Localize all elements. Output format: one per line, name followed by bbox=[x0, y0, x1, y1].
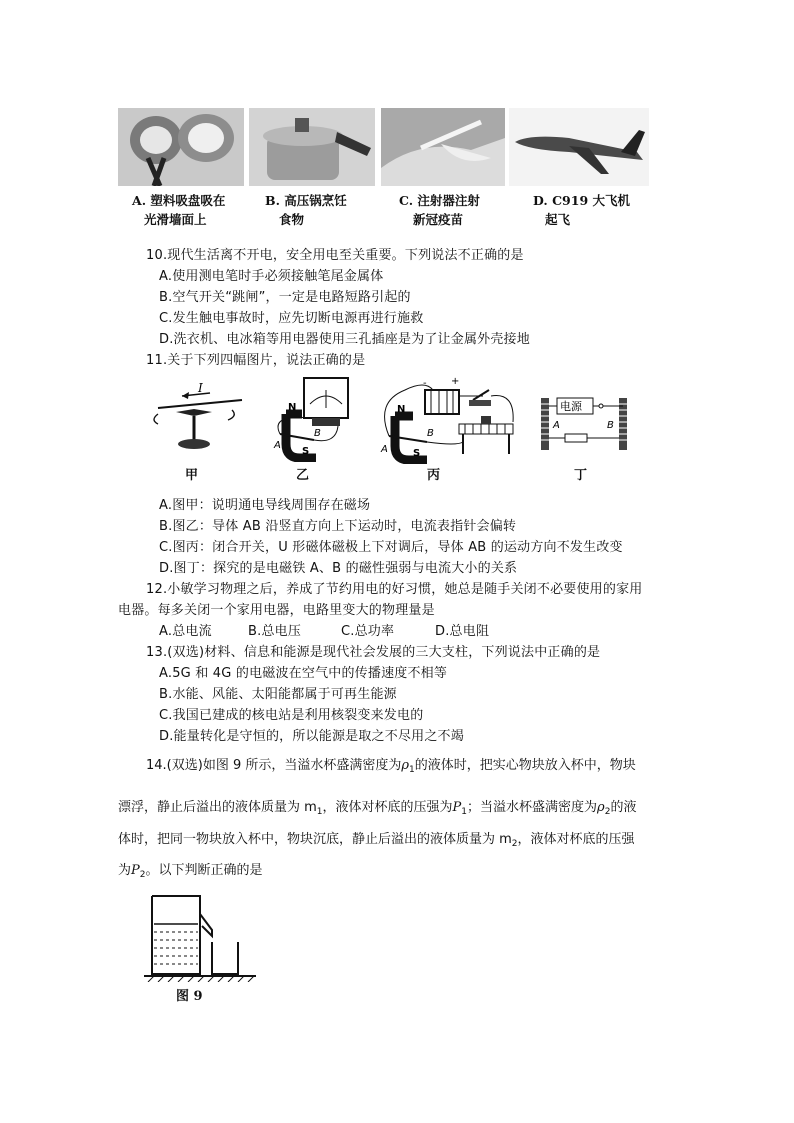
q13-option-a: A.5G 和 4G 的电磁波在空气中的传播速度不相等 bbox=[159, 666, 448, 681]
battery-plus: + bbox=[451, 376, 460, 387]
q13-option-b: B.水能、风能、太阳能都属于可再生能源 bbox=[159, 687, 397, 702]
q11-option-b: B.图乙：导体 AB 沿竖直方向上下运动时，电流表指针会偏转 bbox=[159, 519, 517, 534]
figure-bing-motor-circuit bbox=[365, 372, 535, 464]
figure-label-yi: 乙 bbox=[296, 468, 310, 483]
figure-label-ding: 丁 bbox=[574, 468, 588, 483]
caption-c: C. 注射器注射 新冠疫苗 bbox=[399, 193, 480, 227]
power-label: 电源 bbox=[560, 400, 582, 413]
figure-ding-electromagnets bbox=[535, 388, 635, 460]
q13-option-c: C.我国已建成的核电站是利用核裂变来发电的 bbox=[159, 708, 424, 723]
photo-syringe bbox=[381, 108, 505, 186]
q12-option-d: D.总电阻 bbox=[435, 624, 490, 639]
syringe-image bbox=[381, 108, 505, 186]
q10-option-b: B.空气开关“跳闸”，一定是电路短路引起的 bbox=[159, 290, 411, 305]
pole-n-bing: N bbox=[397, 404, 406, 415]
q10-option-a: A.使用测电笔时手必须接触笔尾金属体 bbox=[159, 269, 384, 284]
end-a-bing: A bbox=[381, 444, 388, 455]
q12-stem-line1: 12.小敏学习物理之后，养成了节约用电的好习惯，她总是随手关闭不必要使用的家用 bbox=[146, 582, 643, 597]
photo-c919-plane bbox=[509, 108, 649, 186]
q10-option-c: C.发生触电事故时，应先切断电源再进行施救 bbox=[159, 311, 424, 326]
battery-minus: - bbox=[423, 378, 427, 389]
caption-a: A. 塑料吸盘吸在 光滑墙面上 bbox=[132, 193, 226, 227]
q11-option-d: D.图丁：探究的是电磁铁 A、B 的磁性强弱与电流大小的关系 bbox=[159, 561, 518, 576]
magnet-a-label: A bbox=[553, 420, 560, 431]
end-b-bing: B bbox=[427, 428, 434, 439]
q10-stem: 10.现代生活离不开电，安全用电至关重要。下列说法不正确的是 bbox=[146, 248, 524, 263]
pole-s-bing: S bbox=[413, 448, 421, 459]
q12-option-c: C.总功率 bbox=[341, 624, 395, 639]
figure-9-overflow-cup bbox=[140, 892, 260, 982]
caption-b: B. 高压锅烹饪 食物 bbox=[265, 193, 347, 227]
pole-s-yi: S bbox=[302, 446, 310, 457]
end-a-yi: A bbox=[274, 440, 281, 451]
q14-line1: 14.(双选)如图 9 所示，当溢水杯盛满密度为$\rho_1$的液体时，把实心物块放入杯中，物块 bbox=[146, 758, 636, 775]
end-b-yi: B bbox=[314, 428, 321, 439]
figure-9-caption: 图 9 bbox=[176, 989, 203, 1004]
pressure-cooker-image bbox=[249, 108, 375, 186]
suction-cup-image bbox=[118, 108, 244, 186]
plane-image bbox=[509, 108, 649, 186]
q14-line3: 体时，把同一物块放入杯中，物块沉底，静止后溢出的液体质量为 $m_2$，液体对杯底的压强 bbox=[118, 832, 635, 849]
magnet-b-label: B bbox=[607, 420, 614, 431]
q12-option-a: A.总电流 bbox=[159, 624, 212, 639]
q11-stem: 11.关于下列四幅图片，说法正确的是 bbox=[146, 353, 366, 368]
q14-line2: 漂浮，静止后溢出的液体质量为 $m_1$，液体对杯底的压强为$P_1$；当溢水杯盛满密度为$\rho_2$的液 bbox=[118, 800, 637, 817]
figure-jia-compass-wire bbox=[140, 376, 250, 458]
q14-line4: 为$P_2$。以下判断正确的是 bbox=[118, 863, 263, 880]
current-label: I bbox=[198, 381, 203, 395]
q11-option-a: A.图甲：说明通电导线周围存在磁场 bbox=[159, 498, 371, 513]
figure-yi-galvanometer bbox=[256, 374, 366, 462]
photo-suction-cup bbox=[118, 108, 244, 186]
q13-option-d: D.能量转化是守恒的，所以能源是取之不尽用之不竭 bbox=[159, 729, 464, 744]
photo-pressure-cooker bbox=[249, 108, 375, 186]
q11-option-c: C.图丙：闭合开关，U 形磁体磁极上下对调后，导体 AB 的运动方向不发生改变 bbox=[159, 540, 623, 555]
q12-stem-line2: 电器。每多关闭一个家用电器，电路里变大的物理量是 bbox=[118, 603, 435, 618]
q13-stem: 13.(双选)材料、信息和能源是现代社会发展的三大支柱，下列说法中正确的是 bbox=[146, 645, 601, 660]
figure-label-bing: 丙 bbox=[427, 468, 441, 483]
figure-label-jia: 甲 bbox=[185, 468, 199, 483]
pole-n-yi: N bbox=[288, 402, 297, 413]
q10-option-d: D.洗衣机、电冰箱等用电器使用三孔插座是为了让金属外壳接地 bbox=[159, 332, 530, 347]
q12-option-b: B.总电压 bbox=[248, 624, 302, 639]
caption-d: D. C919 大飞机 起飞 bbox=[533, 193, 630, 227]
